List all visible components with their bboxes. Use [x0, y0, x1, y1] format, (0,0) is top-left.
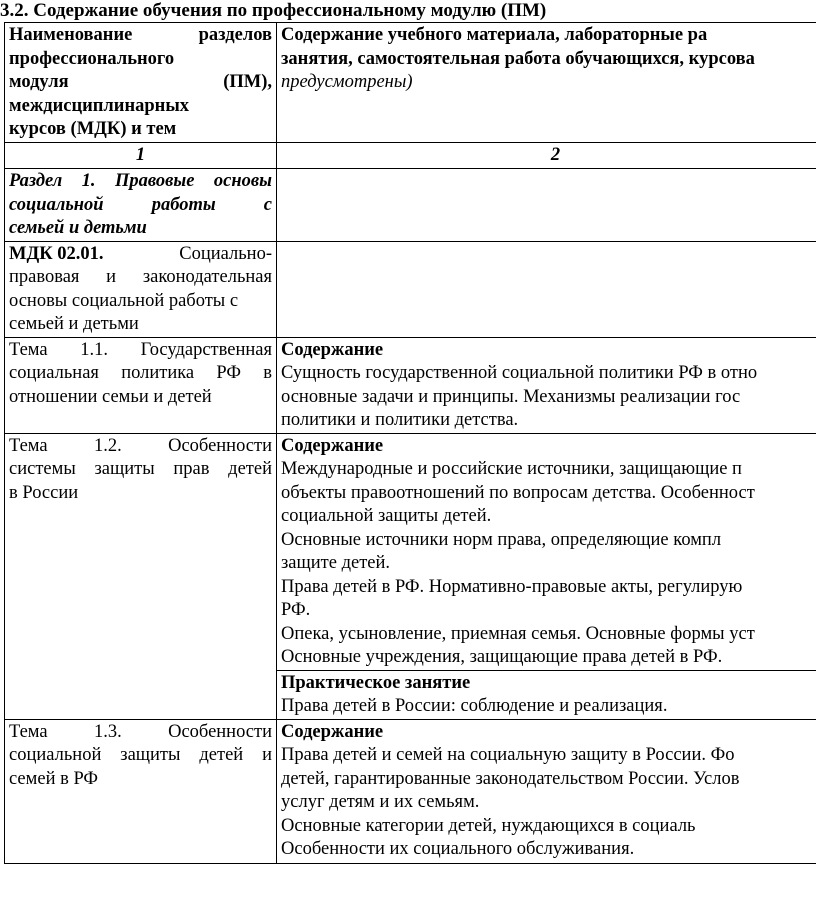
content-label: Содержание: [281, 721, 384, 742]
content-line: объекты правоотношений по вопросам детства. Особенност: [281, 482, 755, 503]
header-col1-line: междисциплинарных: [9, 95, 190, 116]
content-line: Права детей и семей на социальную защиту в России. Фо: [281, 745, 735, 765]
mdk-first-rest: Социально-: [179, 243, 272, 264]
topic-title-line: Тема 1.2. Особенности: [9, 435, 272, 456]
topic-row: [5, 337, 816, 433]
topic-title-line: Тема 1.1. Государственная: [9, 339, 272, 360]
topic-title-line: в России: [9, 482, 79, 503]
topic-content: [277, 719, 816, 863]
section-heading: 3.2. Содержание обучения по профессиональному модулю (ПМ): [0, 0, 547, 21]
section-title-line: Раздел 1. Правовые основы: [9, 171, 272, 191]
column-number-1: 1: [5, 143, 277, 169]
header-col1-line: курсов (МДК) и тем: [9, 119, 177, 139]
mdk-content-empty: [277, 241, 816, 337]
mdk-line: правовая и законодательная: [9, 267, 272, 287]
section-content-empty: [277, 169, 816, 242]
header-col1: [5, 23, 277, 143]
content-line: услуг детям и их семьям.: [281, 792, 480, 812]
content-line: РФ.: [281, 600, 311, 620]
practice-text: Права детей в России: соблюдение и реализация.: [281, 696, 668, 716]
content-line: Основные категории детей, нуждающихся в социаль: [281, 815, 696, 836]
topic-title-line: социальной защиты детей и: [9, 745, 272, 765]
section-title-line: социальной работы с: [9, 194, 272, 215]
topic-row: [5, 719, 816, 863]
topic-title-line: социальная политика РФ в: [9, 363, 272, 383]
content-line: Права детей в РФ. Нормативно-правовые акты, регулирую: [281, 576, 743, 597]
mdk-code: МДК 02.01.: [9, 243, 104, 264]
topic-title-line: семей в РФ: [9, 768, 99, 789]
topic-title: [5, 719, 277, 863]
topic-title: [5, 433, 277, 719]
content-line: Особенности их социального обслуживания.: [281, 839, 635, 859]
header-col1-line: Наименование разделов: [9, 25, 272, 45]
practice-label: Практическое занятие: [281, 672, 471, 693]
content-label: Содержание: [281, 435, 384, 456]
topic-title-line: отношении семьи и детей: [9, 386, 212, 407]
topic-content: [277, 337, 816, 433]
content-line: детей, гарантированные законодательством России. Услов: [281, 768, 740, 789]
program-table: [4, 22, 816, 864]
content-line: Основные источники норм права, определяющие компл: [281, 529, 722, 550]
header-col2-line: занятия, самостоятельная работа обучающихся, курсова: [281, 48, 755, 69]
header-col2: [277, 23, 816, 143]
section-row: [5, 169, 816, 242]
mdk-row: [5, 241, 816, 337]
content-line: Международные и российские источники, защищающие п: [281, 459, 742, 479]
practice-content: [277, 670, 816, 719]
numbering-row: [5, 143, 816, 169]
header-col2-italic: предусмотрены): [281, 72, 413, 92]
content-line: Опека, усыновление, приемная семья. Основные формы уст: [281, 623, 755, 644]
content-label: Содержание: [281, 339, 384, 360]
topic-content: [277, 433, 816, 670]
header-col2-line: Содержание учебного материала, лабораторные ра: [281, 25, 708, 45]
content-line: Сущность государственной социальной политики РФ в отно: [281, 363, 758, 383]
content-line: социальной защиты детей.: [281, 506, 492, 526]
header-col1-line: профессионального: [9, 48, 175, 69]
content-line: Основные учреждения, защищающие права детей в РФ.: [281, 647, 723, 667]
section-title-line: семьей и детьми: [9, 218, 147, 238]
content-line: политики и политики детства.: [281, 410, 519, 430]
mdk-line: основы социальной работы с: [9, 290, 239, 311]
column-number-2: 2: [277, 143, 816, 169]
table-header-row: [5, 23, 816, 143]
topic-title-line: системы защиты прав детей: [9, 459, 272, 479]
topic-row: [5, 433, 816, 670]
mdk-title: [5, 241, 277, 337]
topic-title-line: Тема 1.3. Особенности: [9, 721, 272, 742]
mdk-line: семьей и детьми: [9, 314, 139, 334]
header-col1-line: модуля (ПМ),: [9, 72, 272, 92]
topic-title: [5, 337, 277, 433]
content-line: защите детей.: [281, 553, 391, 573]
mdk-first-line: [9, 243, 272, 267]
content-line: основные задачи и принципы. Механизмы реализации гос: [281, 386, 741, 407]
section-title: [5, 169, 277, 242]
